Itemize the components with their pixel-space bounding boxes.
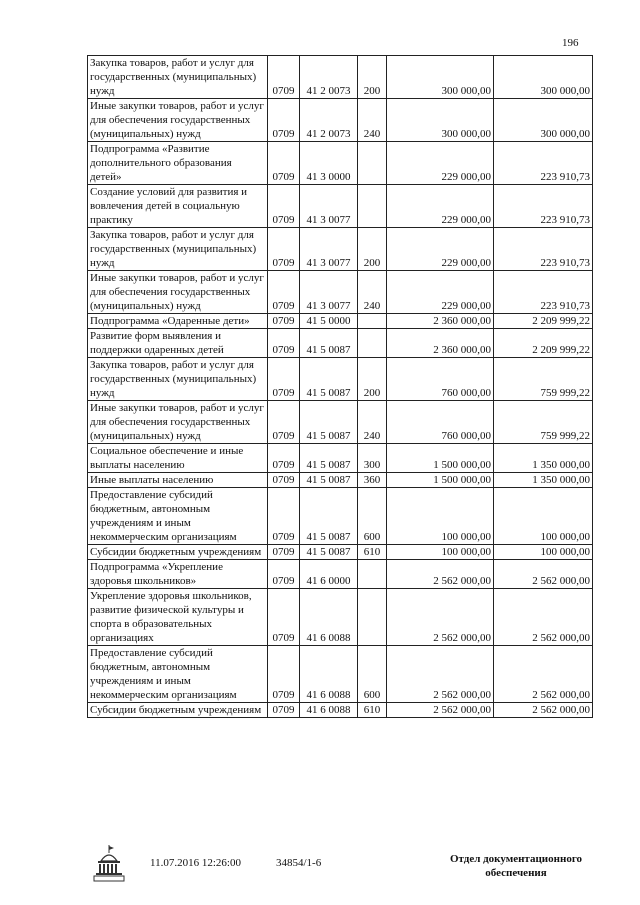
cell-actual-amount: 223 910,73: [494, 185, 593, 228]
cell-expense-type: [358, 185, 387, 228]
duma-building-icon: [92, 843, 126, 883]
cell-section: 0709: [268, 99, 300, 142]
cell-plan-amount: 1 500 000,00: [387, 473, 494, 488]
cell-expense-type: 200: [358, 56, 387, 99]
cell-plan-amount: 2 562 000,00: [387, 646, 494, 703]
cell-section: 0709: [268, 185, 300, 228]
cell-expense-type: 600: [358, 488, 387, 545]
cell-target-code: 41 3 0077: [300, 228, 358, 271]
cell-expense-type: 300: [358, 444, 387, 473]
cell-plan-amount: 760 000,00: [387, 358, 494, 401]
cell-name: Укрепление здоровья школьников, развитие физической культуры и спорта в образовательных организациях: [88, 589, 268, 646]
cell-expense-type: 200: [358, 228, 387, 271]
cell-actual-amount: 223 910,73: [494, 271, 593, 314]
cell-actual-amount: 2 209 999,22: [494, 314, 593, 329]
table-row: [88, 703, 593, 718]
cell-actual-amount: 2 562 000,00: [494, 646, 593, 703]
cell-actual-amount: 1 350 000,00: [494, 444, 593, 473]
cell-expense-type: 200: [358, 358, 387, 401]
table-row: [88, 646, 593, 703]
table-row: [88, 329, 593, 358]
cell-actual-amount: 2 209 999,22: [494, 329, 593, 358]
table-row: [88, 488, 593, 545]
cell-section: 0709: [268, 473, 300, 488]
table-row: [88, 314, 593, 329]
cell-target-code: 41 5 0087: [300, 444, 358, 473]
cell-section: 0709: [268, 358, 300, 401]
cell-expense-type: 360: [358, 473, 387, 488]
cell-expense-type: 610: [358, 703, 387, 718]
cell-plan-amount: 300 000,00: [387, 56, 494, 99]
table-row: [88, 401, 593, 444]
cell-plan-amount: 229 000,00: [387, 271, 494, 314]
cell-section: 0709: [268, 401, 300, 444]
cell-expense-type: [358, 560, 387, 589]
footer-doc-number: 34854/1-6: [276, 857, 322, 869]
cell-actual-amount: 223 910,73: [494, 142, 593, 185]
cell-expense-type: [358, 589, 387, 646]
cell-name: Подпрограмма «Одаренные дети»: [88, 314, 268, 329]
table-row: [88, 473, 593, 488]
budget-table: [87, 55, 593, 718]
cell-target-code: 41 3 0077: [300, 271, 358, 314]
cell-plan-amount: 100 000,00: [387, 545, 494, 560]
cell-plan-amount: 2 562 000,00: [387, 703, 494, 718]
cell-actual-amount: 2 562 000,00: [494, 589, 593, 646]
cell-name: Иные закупки товаров, работ и услуг для обеспечения государственных (муниципальных) нужд: [88, 271, 268, 314]
cell-actual-amount: 223 910,73: [494, 228, 593, 271]
cell-name: Иные выплаты населению: [88, 473, 268, 488]
cell-actual-amount: 2 562 000,00: [494, 703, 593, 718]
cell-section: 0709: [268, 56, 300, 99]
cell-plan-amount: 2 360 000,00: [387, 329, 494, 358]
cell-section: 0709: [268, 646, 300, 703]
cell-section: 0709: [268, 329, 300, 358]
cell-expense-type: 610: [358, 545, 387, 560]
table-row: [88, 99, 593, 142]
table-row: [88, 560, 593, 589]
cell-actual-amount: 2 562 000,00: [494, 560, 593, 589]
table-row: [88, 444, 593, 473]
cell-target-code: 41 6 0088: [300, 703, 358, 718]
table-row: [88, 228, 593, 271]
cell-expense-type: 600: [358, 646, 387, 703]
cell-actual-amount: 759 999,22: [494, 358, 593, 401]
cell-name: Развитие форм выявления и поддержки одаренных детей: [88, 329, 268, 358]
cell-name: Субсидии бюджетным учреждениям: [88, 703, 268, 718]
cell-target-code: 41 6 0088: [300, 589, 358, 646]
cell-plan-amount: 2 562 000,00: [387, 589, 494, 646]
cell-plan-amount: 2 562 000,00: [387, 560, 494, 589]
cell-name: Создание условий для развития и вовлечения детей в социальную практику: [88, 185, 268, 228]
cell-target-code: 41 5 0087: [300, 473, 358, 488]
cell-name: Иные закупки товаров, работ и услуг для обеспечения государственных (муниципальных) нужд: [88, 99, 268, 142]
cell-name: Подпрограмма «Развитие дополнительного образования детей»: [88, 142, 268, 185]
cell-section: 0709: [268, 271, 300, 314]
cell-expense-type: 240: [358, 271, 387, 314]
cell-expense-type: 240: [358, 401, 387, 444]
cell-plan-amount: 1 500 000,00: [387, 444, 494, 473]
cell-section: 0709: [268, 142, 300, 185]
cell-plan-amount: 300 000,00: [387, 99, 494, 142]
cell-name: Иные закупки товаров, работ и услуг для обеспечения государственных (муниципальных) нужд: [88, 401, 268, 444]
cell-section: 0709: [268, 545, 300, 560]
cell-target-code: 41 6 0000: [300, 560, 358, 589]
table-row: [88, 56, 593, 99]
table-row: [88, 545, 593, 560]
cell-target-code: 41 2 0073: [300, 56, 358, 99]
cell-target-code: 41 3 0077: [300, 185, 358, 228]
cell-actual-amount: 300 000,00: [494, 56, 593, 99]
cell-plan-amount: 100 000,00: [387, 488, 494, 545]
cell-name: Закупка товаров, работ и услуг для государственных (муниципальных) нужд: [88, 228, 268, 271]
cell-expense-type: 240: [358, 99, 387, 142]
table-row: [88, 589, 593, 646]
cell-target-code: 41 5 0000: [300, 314, 358, 329]
cell-actual-amount: 1 350 000,00: [494, 473, 593, 488]
cell-target-code: 41 5 0087: [300, 358, 358, 401]
cell-target-code: 41 3 0000: [300, 142, 358, 185]
cell-target-code: 41 6 0088: [300, 646, 358, 703]
cell-plan-amount: 760 000,00: [387, 401, 494, 444]
cell-section: 0709: [268, 703, 300, 718]
cell-target-code: 41 5 0087: [300, 488, 358, 545]
cell-plan-amount: 229 000,00: [387, 185, 494, 228]
cell-target-code: 41 5 0087: [300, 545, 358, 560]
cell-section: 0709: [268, 589, 300, 646]
cell-expense-type: [358, 314, 387, 329]
cell-plan-amount: 229 000,00: [387, 228, 494, 271]
cell-actual-amount: 300 000,00: [494, 99, 593, 142]
cell-name: Социальное обеспечение и иные выплаты населению: [88, 444, 268, 473]
cell-target-code: 41 2 0073: [300, 99, 358, 142]
cell-target-code: 41 5 0087: [300, 329, 358, 358]
cell-section: 0709: [268, 444, 300, 473]
footer-datetime: 11.07.2016 12:26:00: [150, 857, 241, 869]
cell-name: Субсидии бюджетным учреждениям: [88, 545, 268, 560]
cell-plan-amount: 2 360 000,00: [387, 314, 494, 329]
cell-name: Закупка товаров, работ и услуг для государственных (муниципальных) нужд: [88, 56, 268, 99]
footer-department: Отдел документационного обеспечения: [449, 853, 583, 879]
cell-name: Предоставление субсидий бюджетным, автономным учреждениям и иным некоммерческим организациям: [88, 646, 268, 703]
cell-section: 0709: [268, 228, 300, 271]
table-row: [88, 142, 593, 185]
cell-actual-amount: 759 999,22: [494, 401, 593, 444]
cell-name: Предоставление субсидий бюджетным, автономным учреждениям и иным некоммерческим организациям: [88, 488, 268, 545]
table-row: [88, 358, 593, 401]
cell-expense-type: [358, 142, 387, 185]
cell-section: 0709: [268, 314, 300, 329]
table-row: [88, 271, 593, 314]
cell-actual-amount: 100 000,00: [494, 545, 593, 560]
cell-expense-type: [358, 329, 387, 358]
cell-name: Подпрограмма «Укрепление здоровья школьников»: [88, 560, 268, 589]
cell-target-code: 41 5 0087: [300, 401, 358, 444]
cell-plan-amount: 229 000,00: [387, 142, 494, 185]
cell-section: 0709: [268, 560, 300, 589]
table-row: [88, 185, 593, 228]
page-number: 196: [562, 37, 579, 49]
cell-actual-amount: 100 000,00: [494, 488, 593, 545]
cell-section: 0709: [268, 488, 300, 545]
cell-name: Закупка товаров, работ и услуг для государственных (муниципальных) нужд: [88, 358, 268, 401]
